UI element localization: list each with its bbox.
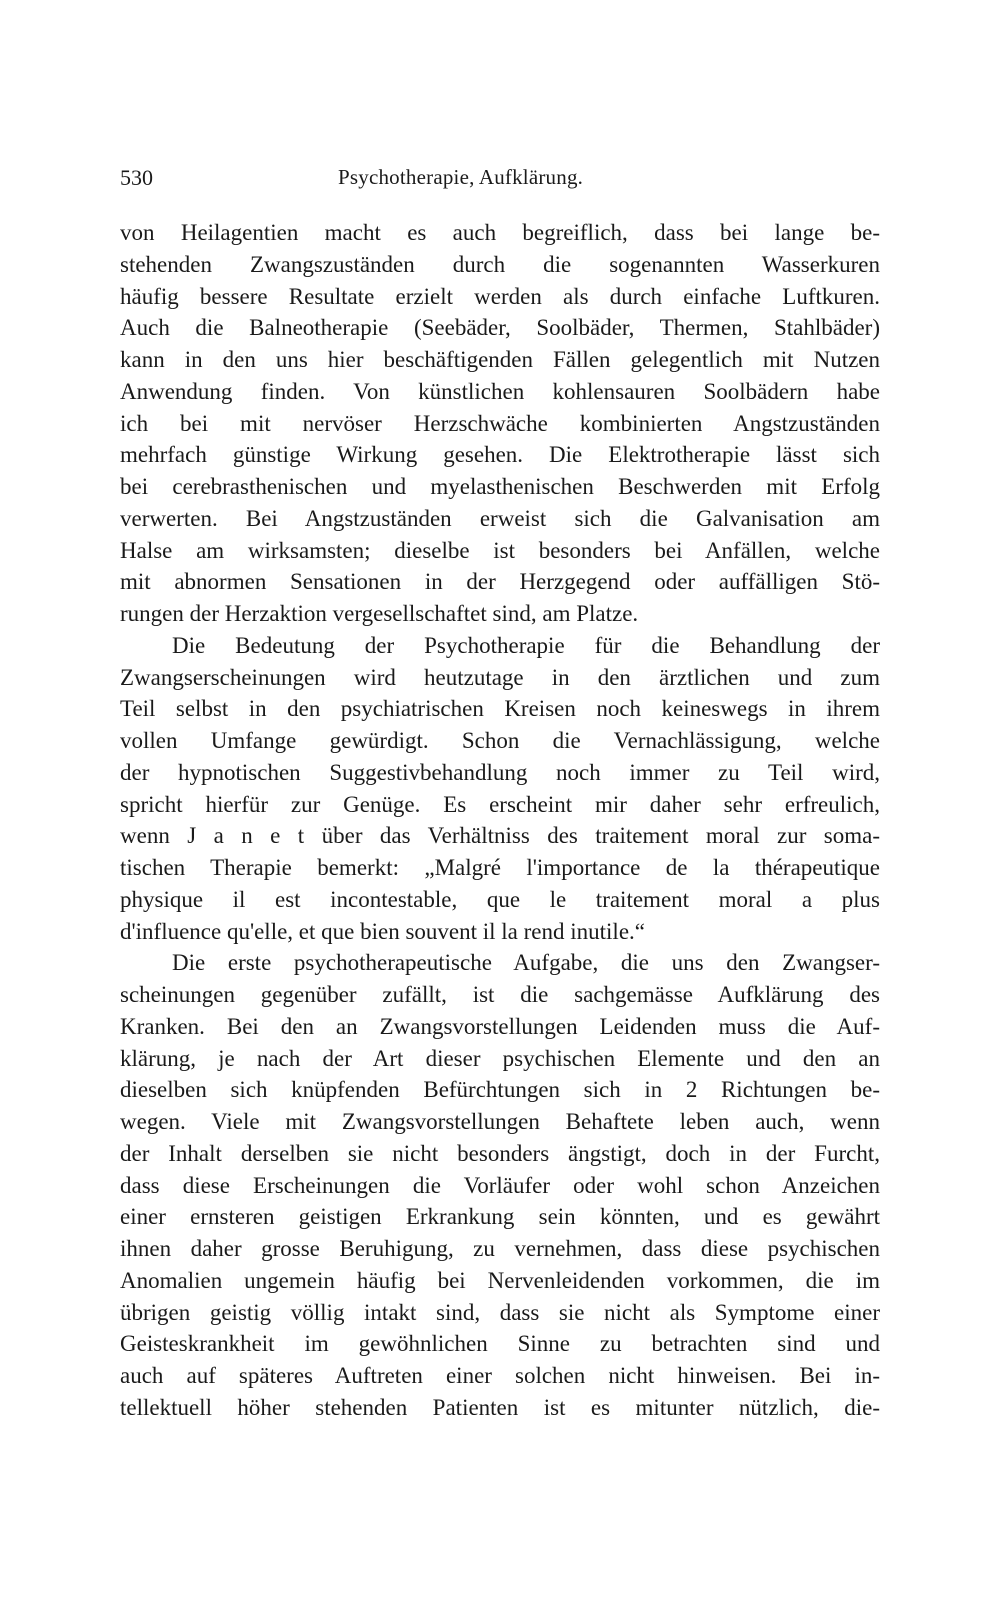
text-line: Die erste psychotherapeutische Aufgabe, die uns den Zwangser- <box>172 950 880 976</box>
text-line: auch auf späteres Auftreten einer solchen nicht hinweisen. Bei in- <box>120 1363 880 1388</box>
text-line: rungen der Herzaktion vergesellschaftet sind, am Platze. <box>120 601 639 626</box>
text-line: d'influence qu'elle, et que bien souvent il la rend inutile.“ <box>120 918 645 944</box>
text-line: Anwendung finden. Von künstlichen kohlensauren Soolbädern habe <box>120 378 880 404</box>
text-line: Auch die Balneotherapie (Seebäder, Soolbäder, Thermen, Stahlbäder) <box>120 315 880 341</box>
text-line: übrigen geistig völlig intakt sind, dass sie nicht als Symptome einer <box>120 1299 880 1325</box>
text-line: einer ernsteren geistigen Erkrankung sein könnten, und es gewährt <box>120 1204 880 1230</box>
text-line: verwerten. Bei Angstzuständen erweist sich die Galvanisation am <box>120 505 880 531</box>
text-line: der Inhalt derselben sie nicht besonders ängstigt, doch in der Furcht, <box>120 1140 880 1166</box>
text-line: wenn J a n e t über das Verhältniss des traitement moral zur soma- <box>120 823 880 849</box>
text-line: physique il est incontestable, que le traitement moral a plus <box>120 886 880 912</box>
text-line: bei cerebrasthenischen und myelasthenischen Beschwerden mit Erfolg <box>120 474 880 499</box>
text-line: Geisteskrankheit im gewöhnlichen Sinne zu betrachten sind und <box>120 1331 880 1357</box>
text-line: Zwangserscheinungen wird heutzutage in den ärztlichen und zum <box>120 664 880 690</box>
text-line: kann in den uns hier beschäftigenden Fällen gelegentlich mit Nutzen <box>120 347 880 372</box>
text-line: Teil selbst in den psychiatrischen Kreisen noch keineswegs in ihrem <box>120 696 880 722</box>
text-line: mit abnormen Sensationen in der Herzgegend oder auffälligen Stö- <box>120 569 880 595</box>
text-line: Kranken. Bei den an Zwangsvorstellungen Leidenden muss die Auf- <box>120 1013 880 1039</box>
text-line: Anomalien ungemein häufig bei Nervenleidenden vorkommen, die im <box>120 1267 880 1293</box>
text-line: häufig bessere Resultate erzielt werden als durch einfache Luftkuren. <box>120 283 880 309</box>
body-text <box>120 217 880 1424</box>
text-line: wegen. Viele mit Zwangsvorstellungen Behaftete leben auch, wenn <box>120 1109 880 1134</box>
text-line: ich bei mit nervöser Herzschwäche kombinierten Angstzuständen <box>120 410 880 436</box>
text-line: Halse am wirksamsten; dieselbe ist besonders bei Anfällen, welche <box>120 537 880 563</box>
text-line: scheinungen gegenüber zufällt, ist die sachgemässe Aufklärung des <box>120 982 880 1007</box>
text-line: der hypnotischen Suggestivbehandlung noch immer zu Teil wird, <box>120 759 880 785</box>
text-line: dass diese Erscheinungen die Vorläufer oder wohl schon Anzeichen <box>120 1172 880 1198</box>
running-title: Psychotherapie, Aufklärung. <box>338 165 584 189</box>
text-line: von Heilagentien macht es auch begreiflich, dass bei lange be- <box>120 220 880 245</box>
text-line: stehenden Zwangszuständen durch die sogenannten Wasserkuren <box>120 251 880 277</box>
text-line: vollen Umfange gewürdigt. Schon die Vernachlässigung, welche <box>120 728 880 753</box>
text-line: dieselben sich knüpfenden Befürchtungen sich in 2 Richtungen be- <box>120 1077 880 1103</box>
text-line: ihnen daher grosse Beruhigung, zu vernehmen, dass diese psychischen <box>120 1236 880 1261</box>
text-line: tischen Therapie bemerkt: „Malgré l'importance de la thérapeutique <box>120 855 880 880</box>
text-line: Die Bedeutung der Psychotherapie für die Behandlung der <box>172 632 880 658</box>
text-line: tellektuell höher stehenden Patienten ist es mitunter nützlich, die- <box>120 1394 880 1420</box>
page-number: 530 <box>120 165 153 190</box>
text-line: mehrfach günstige Wirkung gesehen. Die Elektrotherapie lässt sich <box>120 442 880 468</box>
page-header <box>120 165 880 195</box>
text-line: klärung, je nach der Art dieser psychischen Elemente und den an <box>120 1045 880 1071</box>
text-line: spricht hierfür zur Genüge. Es erscheint mir daher sehr erfreulich, <box>120 791 880 817</box>
